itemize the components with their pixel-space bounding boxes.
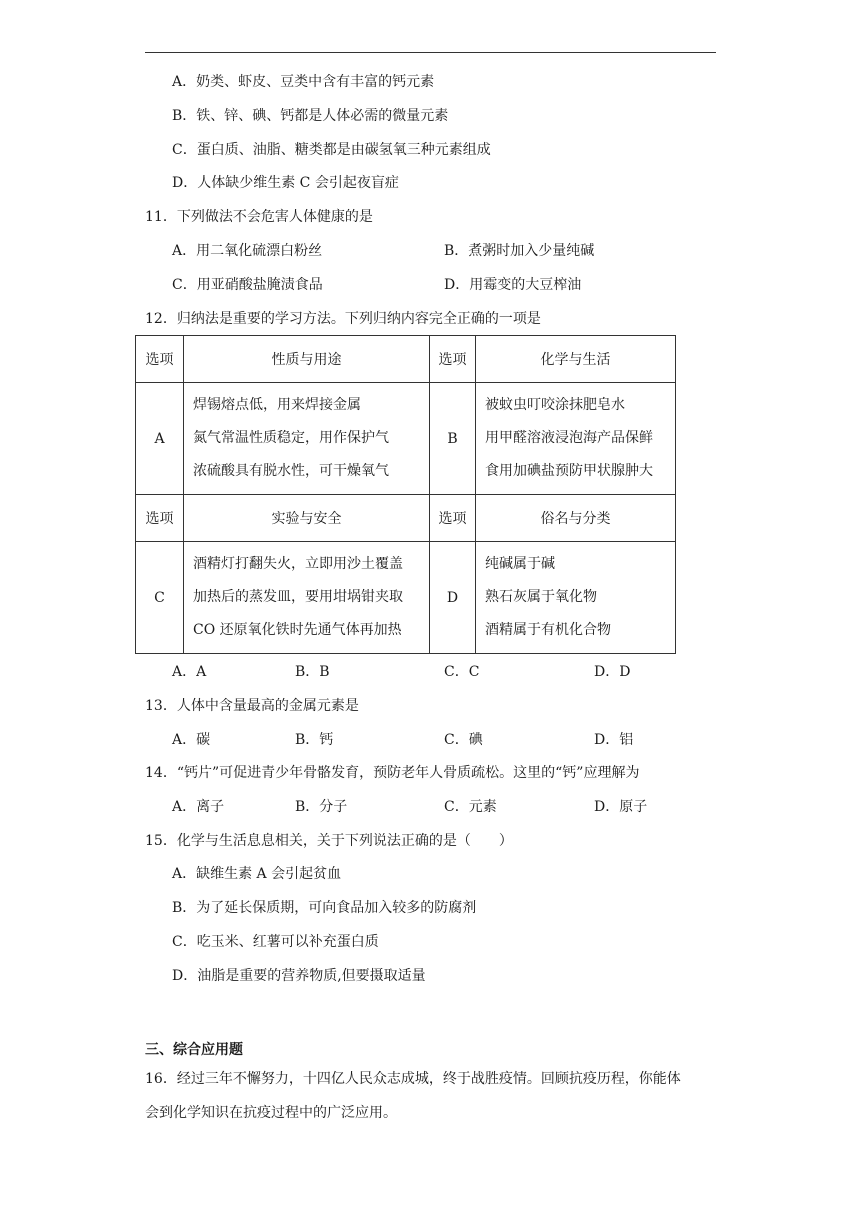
table-cell-line: 纯碱属于碱: [485, 556, 555, 572]
q14-stem: 14．“钙片”可促进青少年骨骼发育，预防老年人骨质疏松。这里的“钙”应理解为: [145, 765, 640, 781]
table-cell-line: 氮气常温性质稳定，用作保护气: [193, 430, 389, 446]
q13-option-c: C．碘: [444, 732, 483, 748]
q15-option-c: C．吃玉米、红薯可以补充蛋白质: [172, 934, 379, 950]
table-header-cell: 选项: [430, 495, 476, 542]
q16-stem-line2: 会到化学知识在抗疫过程中的广泛应用。: [145, 1105, 397, 1121]
table-header-cell: 性质与用途: [184, 336, 430, 383]
table-header-row: [136, 495, 676, 542]
q11-option-d: D．用霉变的大豆榨油: [444, 277, 582, 293]
q15-option-b: B．为了延长保质期，可向食品加入较多的防腐剂: [172, 900, 477, 916]
table-cell-line: 浓硫酸具有脱水性，可干燥氧气: [193, 463, 389, 479]
table-cell-line: 熟石灰属于氧化物: [485, 589, 597, 605]
table-header-cell: 俗名与分类: [476, 495, 676, 542]
q10-option-d: D．人体缺少维生素 C 会引起夜盲症: [172, 175, 399, 191]
table-cell-line: 被蚊虫叮咬涂抹肥皂水: [485, 397, 625, 413]
q10-option-a: A．奶类、虾皮、豆类中含有丰富的钙元素: [172, 74, 435, 90]
q13-option-a: A．碳: [172, 732, 211, 748]
table-row: [136, 542, 676, 654]
table-cell-line: 焊锡熔点低，用来焊接金属: [193, 397, 361, 413]
q14-option-d: D．原子: [594, 799, 648, 815]
option-label-a: A: [136, 383, 184, 495]
table-header-cell: 选项: [136, 336, 184, 383]
option-c-content: [184, 542, 430, 654]
q12-stem: 12．归纳法是重要的学习方法。下列归纳内容完全正确的一项是: [145, 311, 541, 327]
q11-stem: 11．下列做法不会危害人体健康的是: [145, 209, 373, 225]
q11-option-c: C．用亚硝酸盐腌渍食品: [172, 277, 323, 293]
option-label-d: D: [430, 542, 476, 654]
option-b-content: [476, 383, 676, 495]
q12-option-c: C．C: [444, 664, 480, 680]
table-cell-line: 用甲醛溶液浸泡海产品保鲜: [485, 430, 653, 446]
q14-option-c: C．元素: [444, 799, 497, 815]
table-cell-line: 酒精灯打翻失火，立即用沙土覆盖: [193, 556, 403, 572]
q12-table: [135, 335, 676, 654]
q11-option-a: A．用二氧化硫漂白粉丝: [172, 243, 323, 259]
q15-option-a: A．缺维生素 A 会引起贫血: [172, 866, 342, 882]
option-a-content: [184, 383, 430, 495]
table-cell-line: 酒精属于有机化合物: [485, 622, 611, 638]
q12-option-b: B．B: [295, 664, 330, 680]
q16-stem-line1: 16．经过三年不懈努力，十四亿人民众志成城，终于战胜疫情。回顾抗疫历程，你能体: [145, 1071, 681, 1087]
option-label-b: B: [430, 383, 476, 495]
table-cell-line: CO 还原氧化铁时先通气体再加热: [193, 622, 402, 638]
q15-option-d: D．油脂是重要的营养物质,但要摄取适量: [172, 968, 426, 984]
table-header-cell: 化学与生活: [476, 336, 676, 383]
table-header-row: [136, 336, 676, 383]
option-label-c: C: [136, 542, 184, 654]
q15-stem: 15．化学与生活息息相关，关于下列说法正确的是（ ）: [145, 833, 513, 849]
q12-option-d: D．D: [594, 664, 631, 680]
table-header-cell: 选项: [136, 495, 184, 542]
table-cell-line: 食用加碘盐预防甲状腺肿大: [485, 463, 653, 479]
q13-option-d: D．铝: [594, 732, 634, 748]
header-rule: [145, 52, 716, 53]
option-d-content: [476, 542, 676, 654]
q11-option-b: B．煮粥时加入少量纯碱: [444, 243, 595, 259]
section-title: 三、综合应用题: [145, 1042, 243, 1058]
q10-option-b: B．铁、锌、碘、钙都是人体必需的微量元素: [172, 108, 449, 124]
table-cell-line: 加热后的蒸发皿，要用坩埚钳夹取: [193, 589, 403, 605]
q14-option-a: A．离子: [172, 799, 225, 815]
q10-option-c: C．蛋白质、油脂、糖类都是由碳氢氧三种元素组成: [172, 142, 491, 158]
table-header-cell: 实验与安全: [184, 495, 430, 542]
q13-stem: 13．人体中含量最高的金属元素是: [145, 698, 359, 714]
q14-option-b: B．分子: [295, 799, 348, 815]
table-row: [136, 383, 676, 495]
q13-option-b: B．钙: [295, 732, 334, 748]
q12-option-a: A．A: [172, 664, 207, 680]
table-header-cell: 选项: [430, 336, 476, 383]
